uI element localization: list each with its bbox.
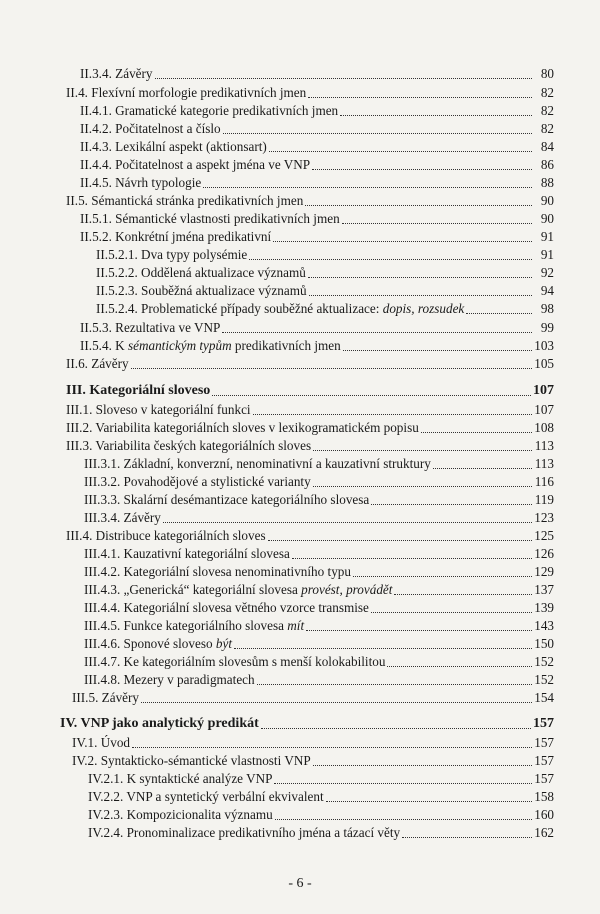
- toc-entry: [84, 492, 554, 508]
- toc-entry: [80, 229, 554, 245]
- toc-entry-title: II.4.3. Lexikální aspekt (aktionsart): [80, 139, 267, 154]
- toc-entry: [84, 564, 554, 580]
- toc-page-number: 108: [534, 420, 554, 435]
- toc-entry: [84, 618, 554, 634]
- toc-entry: [80, 157, 554, 173]
- toc-entry-title: II.5.2.2. Oddělená aktualizace významů: [96, 265, 306, 280]
- toc-entry-title: II.5.2.4. Problematické případy souběžné aktualizace: dopis, rozsudek: [96, 301, 465, 316]
- toc-entry: [84, 600, 554, 616]
- toc-entry: [96, 283, 554, 299]
- toc-page-number: 90: [540, 193, 554, 208]
- toc-entry: [96, 301, 554, 317]
- toc-entry-title: II.4. Flexívní morfologie predikativních jmen: [66, 85, 307, 100]
- dot-leader: [305, 205, 532, 206]
- toc-entry-title: IV.2.3. Kompozicionalita významu: [88, 807, 273, 822]
- dot-leader: [326, 801, 532, 802]
- dot-leader: [253, 414, 532, 415]
- dot-leader: [421, 432, 532, 433]
- toc-entry-title: II.4.4. Počitatelnost a aspekt jména ve VNP: [80, 157, 311, 172]
- dot-leader: [212, 395, 531, 396]
- toc-page-number: 88: [540, 175, 554, 190]
- toc-chapter-entry: [60, 716, 554, 732]
- toc-entry: [88, 807, 554, 823]
- toc-page-number: 139: [534, 600, 554, 615]
- dot-leader: [234, 648, 532, 649]
- toc-chapter-entry: [66, 383, 554, 399]
- dot-leader: [433, 468, 532, 469]
- dot-leader: [261, 728, 531, 729]
- toc-page-number: 107: [533, 383, 554, 398]
- dot-leader: [343, 350, 532, 351]
- toc-entry-title: IV.2.4. Pronominalizace predikativního jména a tázací věty: [88, 825, 401, 840]
- toc-entry-title: II.4.2. Počitatelnost a číslo: [80, 121, 221, 136]
- toc-entry: [66, 356, 554, 372]
- toc-entry-title: II.5.1. Sémantické vlastnosti predikativních jmen: [80, 211, 340, 226]
- toc-entry-title: III.3.4. Závěry: [84, 510, 161, 525]
- dot-leader: [257, 684, 532, 685]
- toc-entry-title: III.4. Distribuce kategoriálních sloves: [66, 528, 266, 543]
- toc-entry-title: IV.2.1. K syntaktické analýze VNP: [88, 771, 273, 786]
- toc-entry: [66, 438, 554, 454]
- dot-leader: [466, 313, 532, 314]
- dot-leader: [340, 115, 532, 116]
- toc-entry: [84, 672, 554, 688]
- toc-page-number: 113: [534, 456, 554, 471]
- dot-leader: [155, 78, 533, 79]
- toc-entry-title: IV.1. Úvod: [72, 735, 131, 750]
- toc-entry: [72, 735, 554, 751]
- toc-page-number: 129: [534, 564, 554, 579]
- dot-leader: [292, 558, 532, 559]
- toc-entry-title: IV. VNP jako analytický predikát: [60, 716, 259, 731]
- dot-leader: [131, 368, 532, 369]
- toc-page-number: 91: [540, 247, 554, 262]
- dot-leader: [371, 504, 532, 505]
- dot-leader: [249, 259, 532, 260]
- toc-page-number: 105: [534, 356, 554, 371]
- toc-page-number: 137: [534, 582, 554, 597]
- toc-page-number: 154: [534, 690, 554, 705]
- toc-page-number: 150: [534, 636, 554, 651]
- toc-page-number: 162: [534, 825, 554, 840]
- toc-page-number: 157: [534, 753, 554, 768]
- toc-page-number: 119: [534, 492, 554, 507]
- toc-entry-title: III.3.2. Povahodějové a stylistické varianty: [84, 474, 311, 489]
- toc-page-number: 82: [540, 121, 554, 136]
- toc-entry-title: II.5.2.1. Dva typy polysémie: [96, 247, 248, 262]
- dot-leader: [306, 630, 532, 631]
- toc-entry: [80, 320, 554, 336]
- toc-entry-title: IV.2. Syntakticko-sémantické vlastnosti VNP: [72, 753, 311, 768]
- dot-leader: [223, 133, 532, 134]
- dot-leader: [371, 612, 532, 613]
- toc-entry: [88, 789, 554, 805]
- toc-entry: [72, 690, 554, 706]
- toc-entry: [84, 546, 554, 562]
- toc-entry: [84, 654, 554, 670]
- toc-entry-title: II.5.4. K sémantickým typům predikativních jmen: [80, 338, 341, 353]
- toc-page-number: 152: [534, 654, 554, 669]
- toc-page-number: 143: [534, 618, 554, 633]
- toc-page-number: 82: [540, 103, 554, 118]
- toc-entry-title: IV.2.2. VNP a syntetický verbální ekvivalent: [88, 789, 324, 804]
- toc-entry-title: III.1. Sloveso v kategoriální funkci: [66, 402, 251, 417]
- toc-page-number: 160: [534, 807, 554, 822]
- dot-leader: [268, 540, 532, 541]
- toc-entry: [80, 338, 554, 354]
- toc-entry: [66, 528, 554, 544]
- toc-entry-title: III.4.4. Kategoriální slovesa větného vzorce transmise: [84, 600, 369, 615]
- toc-entry-title: III.4.3. „Generická“ kategoriální slovesa provést, provádět: [84, 582, 393, 597]
- toc-entry-title: III.4.1. Kauzativní kategoriální slovesa: [84, 546, 290, 561]
- dot-leader: [342, 223, 532, 224]
- toc-entry-title: II.5.3. Rezultativa ve VNP: [80, 320, 221, 335]
- dot-leader: [394, 594, 532, 595]
- dot-leader: [402, 837, 532, 838]
- toc-entry-title: III. Kategoriální sloveso: [66, 383, 211, 398]
- toc-page-number: 84: [540, 139, 554, 154]
- toc-entry-title: II.5.2. Konkrétní jména predikativní: [80, 229, 272, 244]
- dot-leader: [222, 332, 532, 333]
- toc-page-number: 126: [534, 546, 554, 561]
- toc-entry: [84, 582, 554, 598]
- toc-page-number: 152: [534, 672, 554, 687]
- dot-leader: [309, 295, 532, 296]
- dot-leader: [313, 765, 532, 766]
- toc-entry: [84, 636, 554, 652]
- toc-entry-title: III.3. Variabilita českých kategoriálních sloves: [66, 438, 312, 453]
- toc-entry: [84, 510, 554, 526]
- toc-entry-title: III.4.6. Sponové sloveso být: [84, 636, 232, 651]
- toc-page-number: 82: [540, 85, 554, 100]
- dot-leader: [308, 277, 532, 278]
- dot-leader: [312, 169, 532, 170]
- dot-leader: [275, 819, 532, 820]
- page-number: - 6 -: [288, 876, 312, 891]
- dot-leader: [269, 151, 532, 152]
- dot-leader: [203, 187, 532, 188]
- toc-entry: [72, 753, 554, 769]
- dot-leader: [274, 783, 532, 784]
- toc-entry-title: III.2. Variabilita kategoriálních sloves v lexikogramatickém popisu: [66, 420, 419, 435]
- toc-page-number: 157: [534, 735, 554, 750]
- toc-entry: [96, 247, 554, 263]
- dot-leader: [132, 747, 532, 748]
- toc-entry: [80, 121, 554, 137]
- toc-page-number: 86: [540, 157, 554, 172]
- toc-entry-title: III.4.5. Funkce kategoriálního slovesa mít: [84, 618, 305, 633]
- toc-entry: [80, 103, 554, 119]
- toc-page-number: 90: [540, 211, 554, 226]
- toc-entry: [66, 402, 554, 418]
- toc-page-number: 107: [534, 402, 554, 417]
- toc-entry: [80, 211, 554, 227]
- toc-entry: [84, 456, 554, 472]
- toc-page-number: 157: [534, 771, 554, 786]
- toc-entry: [96, 265, 554, 281]
- dot-leader: [313, 486, 532, 487]
- toc-entry-title: III.4.7. Ke kategoriálním slovesům s menší kolokabilitou: [84, 654, 386, 669]
- toc-entry: [66, 193, 554, 209]
- toc-page-number: 116: [534, 474, 554, 489]
- toc-entry: [80, 139, 554, 155]
- toc-page-number: 123: [534, 510, 554, 525]
- dot-leader: [387, 666, 532, 667]
- toc-page-number: 80: [540, 66, 554, 81]
- toc-entry: [88, 825, 554, 841]
- toc-page-number: 113: [534, 438, 554, 453]
- dot-leader: [141, 702, 532, 703]
- toc-page-number: 98: [540, 301, 554, 316]
- toc-page-number: 158: [534, 789, 554, 804]
- toc-entry-title: III.4.2. Kategoriální slovesa nenominativního typu: [84, 564, 351, 579]
- dot-leader: [273, 241, 532, 242]
- toc-page-number: 99: [540, 320, 554, 335]
- toc-entry-title: III.3.1. Základní, konverzní, nenominativní a kauzativní struktury: [84, 456, 431, 471]
- toc-page-number: 91: [540, 229, 554, 244]
- toc-entry-title: II.5. Sémantická stránka predikativních jmen: [66, 193, 304, 208]
- dot-leader: [163, 522, 532, 523]
- toc-entry: [84, 474, 554, 490]
- toc-entry: [88, 771, 554, 787]
- toc-entry-title: II.3.4. Závěry: [80, 66, 153, 81]
- dot-leader: [308, 97, 532, 98]
- toc-entry-title: III.4.8. Mezery v paradigmatech: [84, 672, 255, 687]
- toc-entry-title: II.6. Závěry: [66, 356, 129, 371]
- toc-page-number: 94: [540, 283, 554, 298]
- toc-entry: [80, 175, 554, 191]
- dot-leader: [313, 450, 532, 451]
- toc-page-number: 103: [534, 338, 554, 353]
- toc-entry-title: II.4.5. Návrh typologie: [80, 175, 202, 190]
- toc-page-number: 92: [540, 265, 554, 280]
- toc-entry: [66, 85, 554, 101]
- dot-leader: [353, 576, 532, 577]
- toc-entry: [66, 420, 554, 436]
- toc-page-number: 125: [534, 528, 554, 543]
- toc-page-number: 157: [533, 716, 554, 731]
- toc-entry-title: III.3.3. Skalární desémantizace kategoriálního slovesa: [84, 492, 370, 507]
- toc-entry-title: III.5. Závěry: [72, 690, 139, 705]
- toc-entry: [80, 66, 554, 82]
- toc-entry-title: II.5.2.3. Souběžná aktualizace významů: [96, 283, 307, 298]
- toc-entry-title: II.4.1. Gramatické kategorie predikativních jmen: [80, 103, 339, 118]
